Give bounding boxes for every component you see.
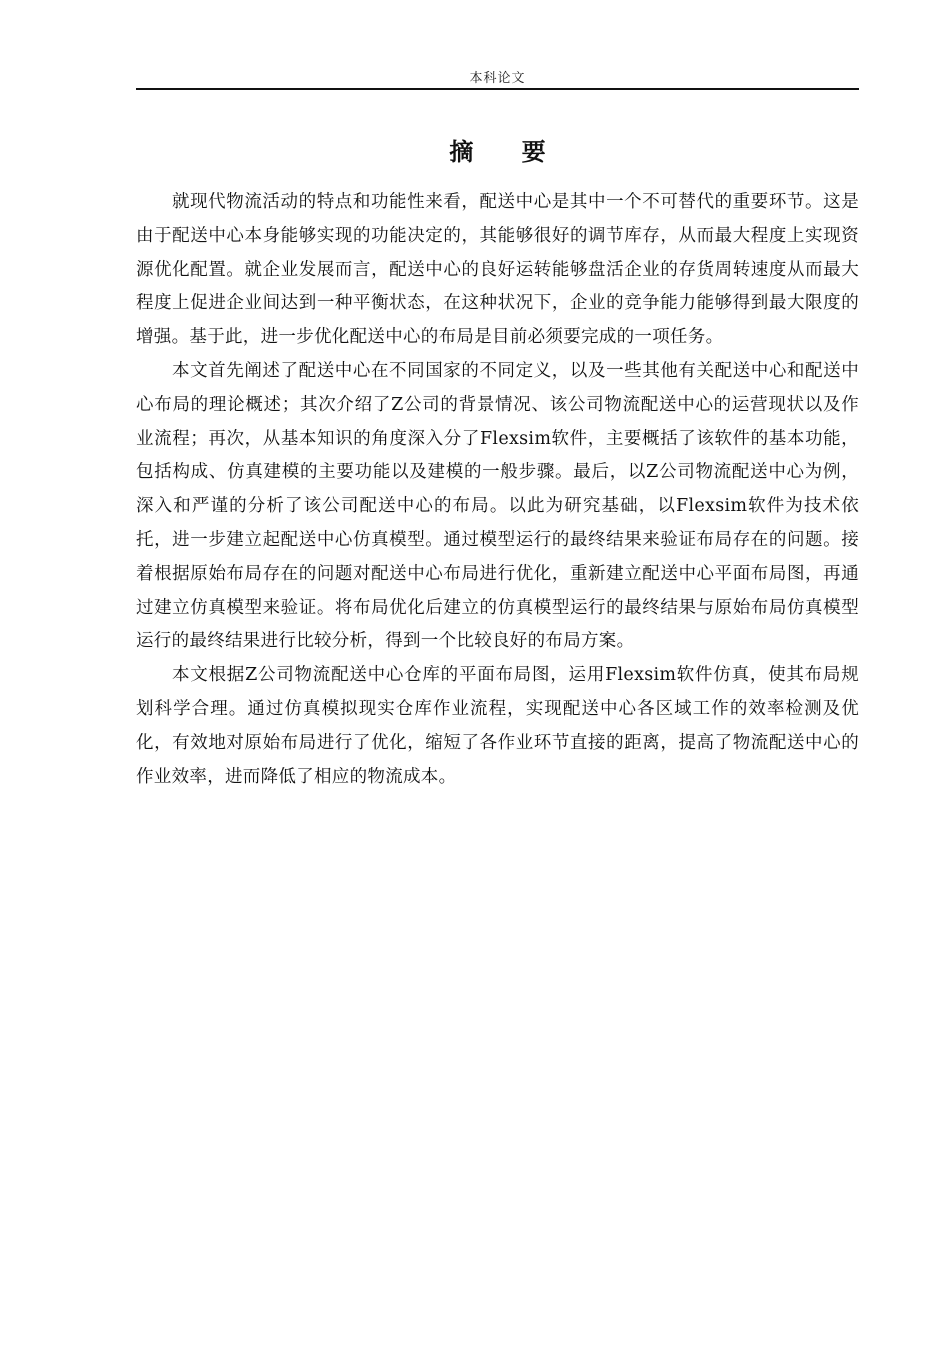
abstract-title: 摘 要 (449, 137, 566, 166)
abstract-body (136, 186, 859, 794)
abstract-paragraph-3: 本文根据Z公司物流配送中心仓库的平面布局图，运用Flexsim软件仿真，使其布局规划科学合理。通过仿真模拟现实仓库作业流程，实现配送中心各区域工作的效率检测及优化，有效地对原始布局进行了优化，缩短了各作业环节直接的距离，提高了物流配送中心的作业效率，进而降低了相应的物流成本。 (136, 665, 859, 787)
running-header-title: 本科论文 (469, 71, 526, 86)
abstract-paragraph-1: 就现代物流活动的特点和功能性来看，配送中心是其中一个不可替代的重要环节。这是由于配送中心本身能够实现的功能决定的，其能够很好的调节库存，从而最大程度上实现资源优化配置。就企业发展而言，配送中心的良好运转能够盘活企业的存货周转速度从而最大程度上促进企业间达到一种平衡状态，在这种状况下，企业的竞争能力能够得到最大限度的增强。基于此，进一步优化配送中心的布局是目前必须要完成的一项任务。 (136, 192, 859, 348)
page-header (136, 66, 859, 90)
abstract-paragraph-2: 本文首先阐述了配送中心在不同国家的不同定义，以及一些其他有关配送中心和配送中心布局的理论概述；其次介绍了Z公司的背景情况、该公司物流配送中心的运营现状以及作业流程；再次，从基本知识的角度深入分了Flexsim软件，主要概括了该软件的基本功能，包括构成、仿真建模的主要功能以及建模的一般步骤。最后，以Z公司物流配送中心为例，深入和严谨的分析了该公司配送中心的布局。以此为研究基础，以Flexsim软件为技术依托，进一步建立起配送中心仿真模型。通过模型运行的最终结果来验证布局存在的问题。接着根据原始布局存在的问题对配送中心布局进行优化，重新建立配送中心平面布局图，再通过建立仿真模型来验证。将布局优化后建立的仿真模型运行的最终结果与原始布局仿真模型运行的最终结果进行比较分析，得到一个比较良好的布局方案。 (136, 360, 859, 652)
